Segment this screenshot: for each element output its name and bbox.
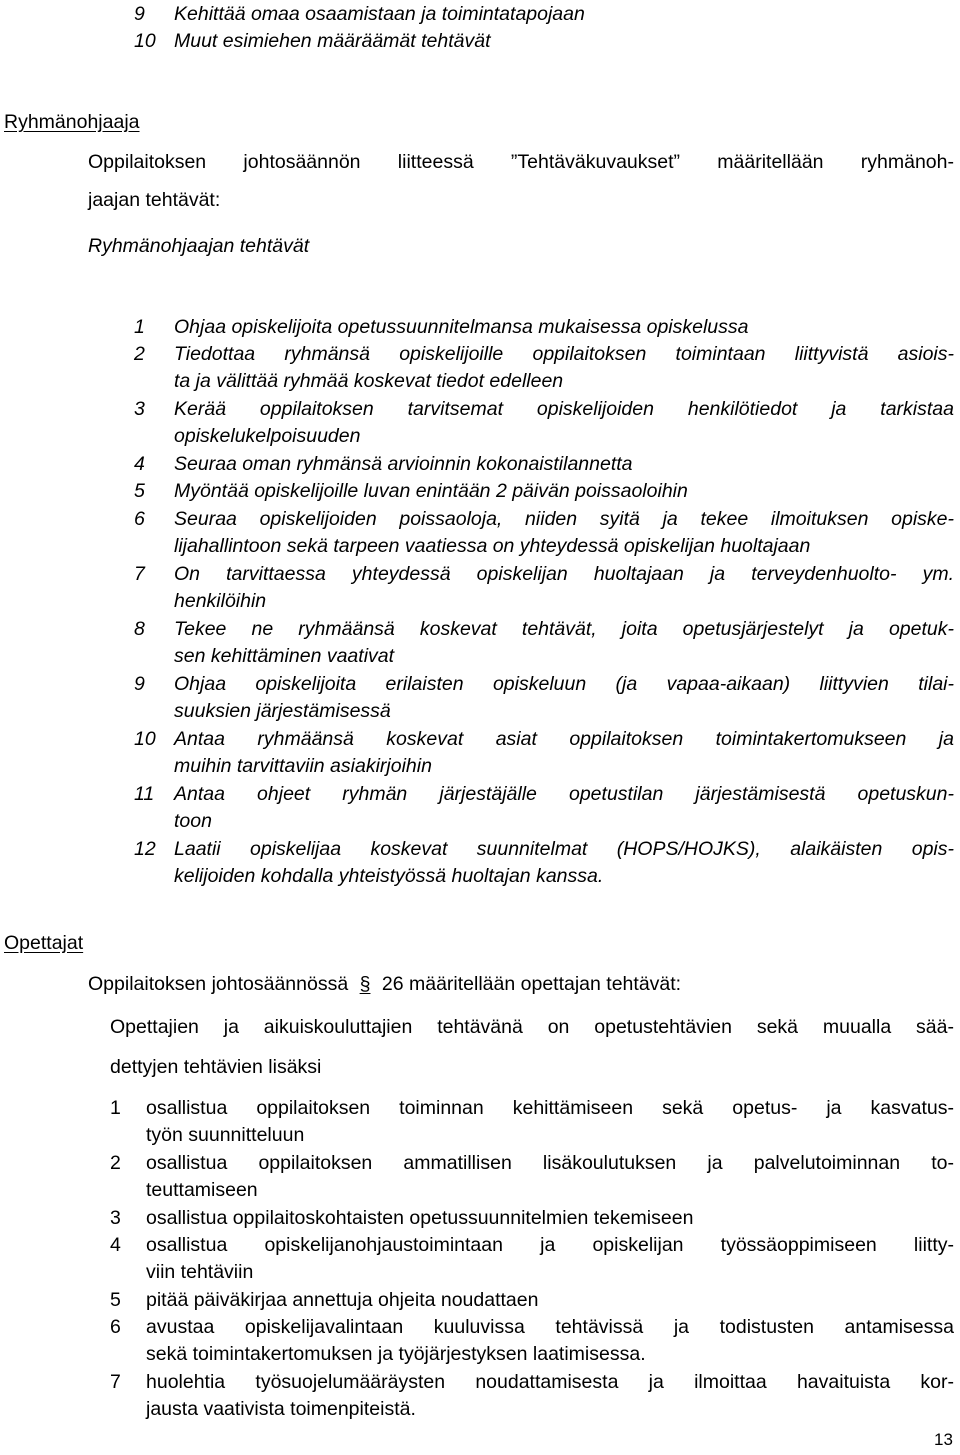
section-heading-ryhmanohjaaja: Ryhmänohjaaja	[4, 111, 140, 133]
list-item-number: 11	[134, 783, 155, 805]
list-item-number: 7	[110, 1371, 121, 1393]
list-item-number: 1	[134, 316, 145, 338]
list-item-text: sen kehittäminen vaativat	[174, 645, 395, 667]
list-item-text: Seuraa opiskelijoiden poissaoloja, niiden syitä ja tekee ilmoituksen opiske-	[174, 508, 954, 530]
list-item-text: ta ja välittää ryhmää koskevat tiedot edelleen	[174, 370, 564, 392]
list-item-number: 2	[134, 343, 145, 365]
list-item-text: Antaa ryhmäänsä koskevat asiat oppilaitoksen toimintakertomukseen ja	[174, 728, 954, 750]
quote-line: Opettajien ja aikuiskouluttajien tehtävänä on opetustehtävien sekä muualla sää-	[110, 1016, 954, 1038]
list-item-number: 4	[110, 1234, 121, 1256]
intro-line: jaajan tehtävät:	[88, 189, 221, 211]
intro-text: Oppilaitoksen johtosäännössä	[88, 973, 349, 995]
list-item-number: 9	[134, 3, 145, 25]
list-item-number: 3	[134, 398, 145, 420]
list-item-text: osallistua oppilaitoksen toiminnan kehittämiseen sekä opetus- ja kasvatus-	[146, 1097, 954, 1119]
section-heading-opettajat: Opettajat	[4, 932, 84, 954]
list-item-text: viin tehtäviin	[146, 1261, 254, 1283]
list-item-number: 2	[110, 1152, 121, 1174]
list-item-text: lijahallintoon sekä tarpeen vaatiessa on yhteydessä opiskelijan huoltajaan	[174, 535, 811, 557]
quote-line: dettyjen tehtävien lisäksi	[110, 1056, 322, 1078]
list-item-text: muihin tarvittaviin asiakirjoihin	[174, 755, 432, 777]
list-item-text: Ohjaa opiskelijoita erilaisten opiskeluun (ja vapaa-aikaan) liittyvien tilai-	[174, 673, 954, 695]
list-item-number: 9	[134, 673, 145, 695]
list-item-text: Seuraa oman ryhmänsä arvioinnin kokonaistilannetta	[174, 453, 633, 475]
list-item-text: Tekee ne ryhmäänsä koskevat tehtävät, joita opetusjärjestelyt ja opetuk-	[174, 618, 954, 640]
list-item-text: kelijoiden kohdalla yhteistyössä huoltajan kanssa.	[174, 865, 604, 887]
list-item-text: osallistua oppilaitoksen ammatillisen lisäkoulutuksen ja palvelutoiminnan to-	[146, 1152, 954, 1174]
list-item-number: 8	[134, 618, 145, 640]
list-item-text: pitää päiväkirjaa annettuja ohjeita noudattaen	[146, 1289, 539, 1311]
list-item-number: 7	[134, 563, 145, 585]
list-item-number: 3	[110, 1207, 121, 1229]
list-item-number: 12	[134, 838, 156, 860]
list-item-text: osallistua opiskelijanohjaustoimintaan ja opiskelijan työssäoppimiseen liitty-	[146, 1234, 954, 1256]
subheading: Ryhmänohjaajan tehtävät	[88, 235, 310, 257]
list-item-text: teuttamiseen	[146, 1179, 258, 1201]
list-item-number: 5	[134, 480, 145, 502]
list-item-text: Muut esimiehen määräämät tehtävät	[174, 30, 491, 52]
list-item-text: avustaa opiskelijavalintaan kuuluvissa tehtävissä ja todistusten antamisessa	[146, 1316, 954, 1338]
list-item-text: Antaa ohjeet ryhmän järjestäjälle opetustilan järjestämisestä opetuskun-	[174, 783, 954, 805]
list-item-text: Ohjaa opiskelijoita opetussuunnitelmansa mukaisessa opiskelussa	[174, 316, 749, 338]
list-item-number: 1	[110, 1097, 121, 1119]
list-item-text: Laatii opiskelijaa koskevat suunnitelmat (HOPS/HOJKS), alaikäisten opis-	[174, 838, 954, 860]
list-item-text: opiskelukelpoisuuden	[174, 425, 361, 447]
section-sign: §	[359, 973, 371, 995]
opettajat-intro	[88, 972, 681, 996]
intro-text: 26 määritellään opettajan tehtävät:	[381, 973, 682, 995]
list-item-text: suuksien järjestämisessä	[174, 700, 391, 722]
intro-line: Oppilaitoksen johtosäännön liitteessä ”Tehtäväkuvaukset” määritellään ryhmänoh-	[88, 151, 954, 173]
list-item-number: 4	[134, 453, 145, 475]
list-item-text: osallistua oppilaitoskohtaisten opetussuunnitelmien tekemiseen	[146, 1207, 694, 1229]
list-item-text: toon	[174, 810, 212, 832]
list-item-number: 5	[110, 1289, 121, 1311]
list-item-text: Tiedottaa ryhmänsä opiskelijoille oppilaitoksen toimintaan liittyvistä asiois-	[174, 343, 954, 365]
list-item-number: 6	[134, 508, 145, 530]
list-item-number: 10	[134, 30, 156, 52]
list-item-text: Myöntää opiskelijoille luvan enintään 2 päivän poissaoloihin	[174, 480, 688, 502]
list-item-text: henkilöihin	[174, 590, 267, 612]
list-item-text: huolehtia työsuojelumääräysten noudattamisesta ja ilmoittaa havaituista kor-	[146, 1371, 954, 1393]
page-number: 13	[934, 1430, 953, 1449]
list-item-text: On tarvittaessa yhteydessä opiskelijan huoltajaan ja terveydenhuolto- ym.	[174, 563, 954, 585]
list-item-number: 10	[134, 728, 156, 750]
list-item-text: Kerää oppilaitoksen tarvitsemat opiskelijoiden henkilötiedot ja tarkistaa	[174, 398, 954, 420]
list-item-text: jausta vaativista toimenpiteistä.	[146, 1398, 416, 1420]
list-item-text: Kehittää omaa osaamistaan ja toimintatapojaan	[174, 3, 585, 25]
list-item-text: sekä toimintakertomuksen ja työjärjestyksen laatimisessa.	[146, 1343, 646, 1365]
list-item-text: työn suunnitteluun	[146, 1124, 305, 1146]
list-item-number: 6	[110, 1316, 121, 1338]
